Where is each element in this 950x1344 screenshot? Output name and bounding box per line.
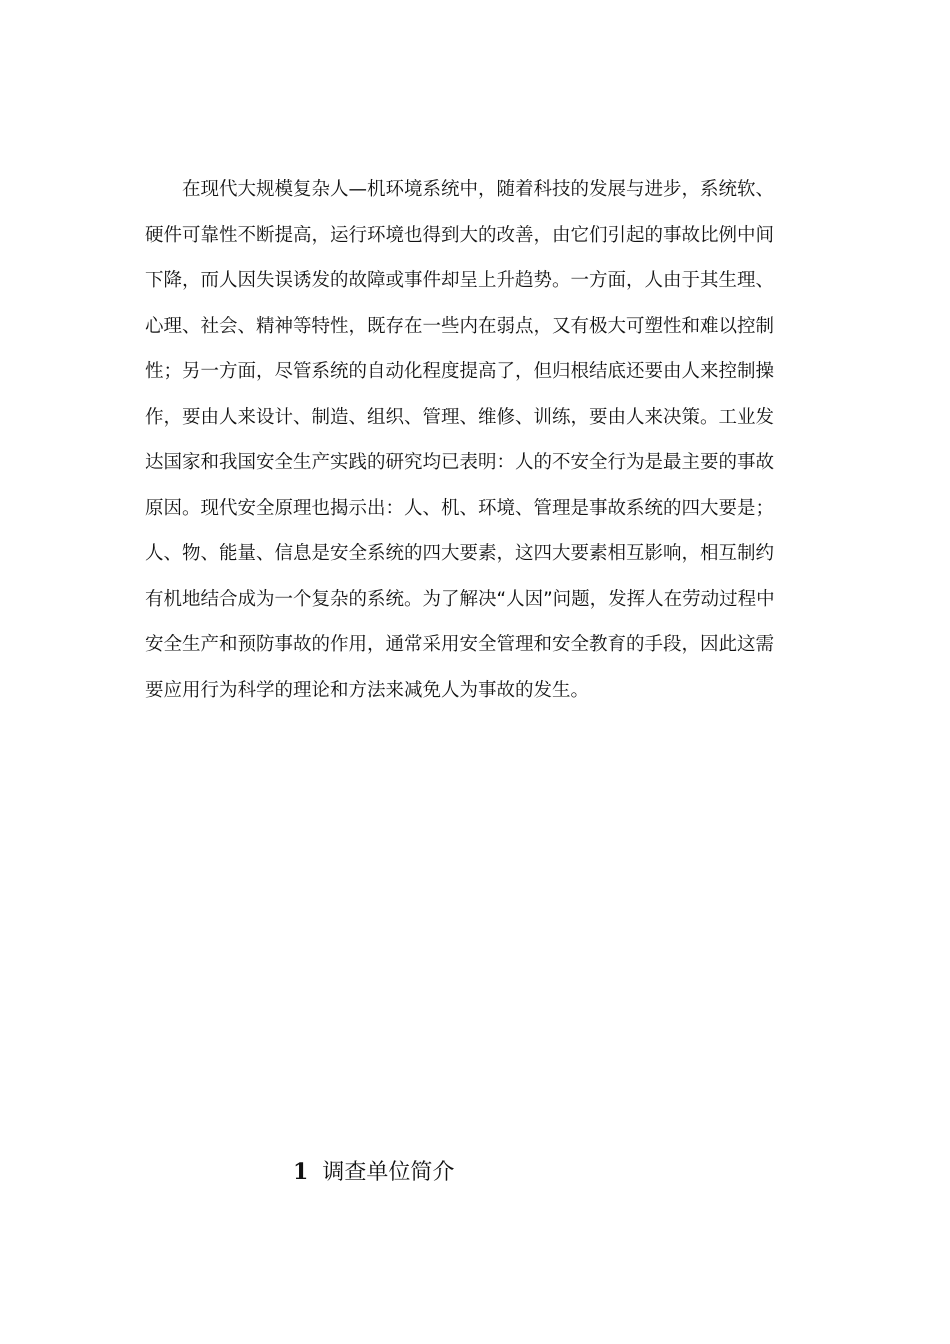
section-number: 1 — [293, 1159, 309, 1185]
paragraph-line: 在现代大规模复杂人—机环境系统中，随着科技的发展与进步，系统软、 — [182, 179, 775, 200]
section-heading — [293, 1152, 454, 1192]
paragraph-line: 下降，而人因失误诱发的故障或事件却呈上升趋势。一方面，人由于其生理、 — [145, 270, 775, 291]
paragraph-line: 人、物、能量、信息是安全系统的四大要素，这四大要素相互影响，相互制约 — [145, 543, 775, 564]
paragraph-line: 有机地结合成为一个复杂的系统。为了解决“人因”问题，发挥人在劳动过程中 — [145, 588, 775, 610]
paragraph-line: 心理、社会、精神等特性，既存在一些内在弱点，又有极大可塑性和难以控制 — [145, 315, 775, 337]
body-paragraph — [145, 170, 805, 716]
paragraph-line: 要应用行为科学的理论和方法来减免人为事故的发生。 — [145, 679, 590, 701]
paragraph-line: 安全生产和预防事故的作用，通常采用安全管理和安全教育的手段，因此这需 — [145, 634, 775, 655]
paragraph-line: 达国家和我国安全生产实践的研究均已表明：人的不安全行为是最主要的事故 — [145, 452, 775, 473]
paragraph-line: 性；另一方面，尽管系统的自动化程度提高了，但归根结底还要由人来控制操 — [145, 361, 775, 382]
paragraph-line: 硬件可靠性不断提高，运行环境也得到大的改善，由它们引起的事故比例中间 — [145, 224, 775, 246]
section-title: 调查单位简介 — [322, 1160, 455, 1185]
paragraph-line: 原因。现代安全原理也揭示出：人、机、环境、管理是事故系统的四大要是； — [145, 497, 775, 519]
paragraph-line: 作，要由人来设计、制造、组织、管理、维修、训练，要由人来决策。工业发 — [145, 406, 775, 428]
